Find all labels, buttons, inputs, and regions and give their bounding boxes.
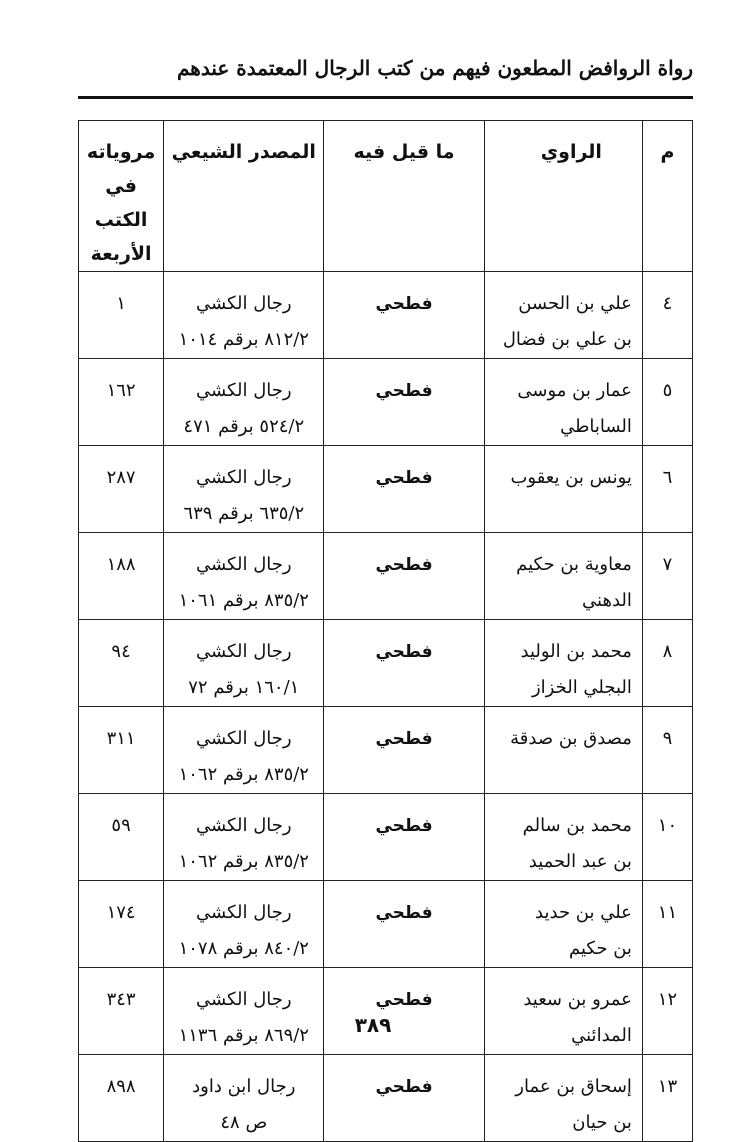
header-cell-verdict: ما قيل فيه [324,121,484,272]
header-cell-source: المصدر الشيعي [164,121,324,272]
source-reference: ١٦٠/١ برقم ٧٢ [188,677,300,698]
narrator-name-line-2: الساباطي [560,416,632,437]
narrator-name-line-2: بن حيان [572,1112,632,1133]
narrator-name-line-1: علي بن حديد [535,902,632,923]
table-row [79,620,693,707]
page-header-title: رواة الروافض المطعون فيهم من كتب الرجال المعتمدة عندهم [177,56,693,80]
row-number: ٨ [662,641,673,662]
narrator-cell [484,620,642,707]
verdict-cell [324,533,484,620]
narrator-cell [484,707,642,794]
source-cell [164,881,324,968]
verdict-text: فطحي [375,1077,433,1097]
narrator-name-line-1: يونس بن يعقوب [510,467,632,488]
narrator-cell [484,881,642,968]
header-rule [78,96,693,99]
narration-count: ٥٩ [111,815,131,836]
verdict-text: فطحي [375,903,433,923]
count-cell [79,707,164,794]
verdict-text: فطحي [375,729,433,749]
verdict-cell [324,1055,484,1142]
source-cell [164,794,324,881]
source-book: رجال الكشي [196,467,292,488]
row-number: ١٣ [657,1076,678,1097]
source-cell [164,446,324,533]
source-cell [164,359,324,446]
verdict-cell [324,446,484,533]
table-row [79,968,693,1055]
count-cell [79,272,164,359]
narrator-name-line-2: بن علي بن فضال [502,329,632,350]
source-reference: ٨٣٥/٢ برقم ١٠٦٢ [178,851,309,872]
source-book: رجال الكشي [196,293,292,314]
narration-count: ٨٩٨ [106,1076,136,1097]
header-cell-count: مروياته في الكتب الأربعة [79,121,164,272]
narrator-name-line-1: عمار بن موسى [517,380,632,401]
narration-count: ٣١١ [106,728,136,749]
source-book: رجال ابن داود [192,1076,296,1097]
count-cell [79,881,164,968]
narrator-name-line-1: محمد بن الوليد [520,641,632,662]
row-number-cell [642,881,692,968]
row-number-cell [642,794,692,881]
narration-count: ٩٤ [111,641,131,662]
narration-count: ٢٨٧ [106,467,136,488]
narrators-table [78,120,693,1142]
verdict-text: فطحي [375,642,433,662]
source-reference: ٨٤٠/٢ برقم ١٠٧٨ [178,938,309,959]
count-cell [79,968,164,1055]
row-number-cell [642,707,692,794]
count-cell [79,359,164,446]
verdict-text: فطحي [375,990,433,1010]
narration-count: ٣٤٣ [106,989,136,1010]
verdict-cell [324,881,484,968]
verdict-cell [324,707,484,794]
narration-count: ١ [116,293,126,314]
count-cell [79,1055,164,1142]
row-number: ٥ [662,380,673,401]
source-cell [164,707,324,794]
source-reference: ص ٤٨ [220,1112,268,1133]
count-cell [79,533,164,620]
narrator-name-line-2: الدهني [582,590,632,611]
row-number: ٤ [662,293,673,314]
narrator-cell [484,968,642,1055]
narrator-name-line-1: معاوية بن حكيم [516,554,632,575]
source-book: رجال الكشي [196,815,292,836]
verdict-text: فطحي [375,468,433,488]
verdict-cell [324,794,484,881]
source-book: رجال الكشي [196,989,292,1010]
source-reference: ٦٣٥/٢ برقم ٦٣٩ [183,503,305,524]
page-number: ٣٨٩ [354,1013,392,1037]
row-number-cell [642,446,692,533]
table-row [79,272,693,359]
source-book: رجال الكشي [196,380,292,401]
narrator-name-line-2: البجلي الخزاز [531,677,632,698]
count-cell [79,794,164,881]
source-reference: ٨٣٥/٢ برقم ١٠٦١ [178,590,309,611]
source-cell [164,620,324,707]
narrator-name-line-2: بن حكيم [569,938,632,959]
narrator-name-line-2: المدائني [571,1025,632,1046]
source-reference: ٨٦٩/٢ برقم ١١٣٦ [178,1025,309,1046]
source-book: رجال الكشي [196,554,292,575]
narrator-name-line-2: بن عبد الحميد [528,851,632,872]
narration-count: ١٦٢ [106,380,136,401]
verdict-cell [324,620,484,707]
narrator-name-line-1: إسحاق بن عمار [515,1076,632,1097]
table-row [79,533,693,620]
verdict-text: فطحي [375,555,433,575]
source-cell [164,272,324,359]
table-header-row [79,121,693,272]
source-reference: ٥٢٤/٢ برقم ٤٧١ [183,416,305,437]
count-cell [79,620,164,707]
row-number-cell [642,533,692,620]
row-number: ١٠ [657,815,678,836]
narrator-cell [484,446,642,533]
source-reference: ٨١٢/٢ برقم ١٠١٤ [178,329,309,350]
table-row [79,881,693,968]
verdict-cell [324,968,484,1055]
row-number-cell [642,620,692,707]
source-cell [164,1055,324,1142]
narrator-cell [484,272,642,359]
table-row [79,794,693,881]
row-number: ٩ [662,728,673,749]
source-book: رجال الكشي [196,902,292,923]
verdict-text: فطحي [375,816,433,836]
table-row [79,1055,693,1142]
row-number: ٦ [662,467,673,488]
source-book: رجال الكشي [196,728,292,749]
row-number: ٧ [662,554,673,575]
narrator-cell [484,533,642,620]
verdict-text: فطحي [375,294,433,314]
verdict-text: فطحي [375,381,433,401]
narration-count: ١٧٤ [106,902,136,923]
narrator-cell [484,359,642,446]
narrator-cell [484,794,642,881]
narrator-name-line-1: عمرو بن سعيد [523,989,632,1010]
row-number-cell [642,272,692,359]
row-number-cell [642,1055,692,1142]
source-reference: ٨٣٥/٢ برقم ١٠٦٢ [178,764,309,785]
row-number-cell [642,968,692,1055]
header-cell-narrator: الراوي [484,121,642,272]
source-cell [164,533,324,620]
narration-count: ١٨٨ [106,554,136,575]
narrator-name-line-1: مصدق بن صدقة [510,728,632,749]
verdict-cell [324,359,484,446]
header-cell-number: م [642,121,692,272]
table-row [79,359,693,446]
table-row [79,707,693,794]
narrator-name-line-1: علي بن الحسن [518,293,632,314]
narrator-cell [484,1055,642,1142]
source-book: رجال الكشي [196,641,292,662]
count-cell [79,446,164,533]
row-number: ١٢ [657,989,678,1010]
narrator-name-line-1: محمد بن سالم [522,815,632,836]
source-cell [164,968,324,1055]
row-number: ١١ [657,902,678,923]
row-number-cell [642,359,692,446]
verdict-cell [324,272,484,359]
table-row [79,446,693,533]
